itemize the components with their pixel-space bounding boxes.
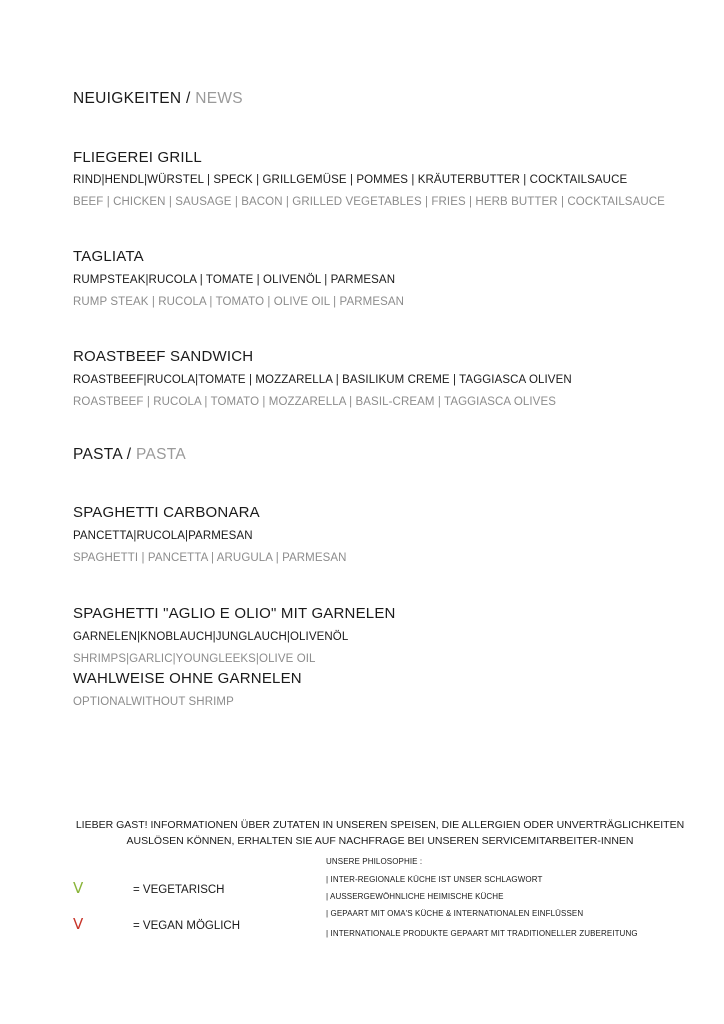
section-title-pasta-de: PASTA [73, 446, 123, 463]
section-title-pasta [73, 446, 186, 464]
dish-ingredients-de-roastbeef: ROASTBEEF|RUCOLA|TOMATE | MOZZARELLA | BASILIKUM CREME | TAGGIASCA OLIVEN [73, 374, 572, 386]
section-title-pasta-sep: / [122, 446, 136, 463]
section-title-news-sep: / [181, 90, 196, 107]
dish-option-title-aglio: WAHLWEISE OHNE GARNELEN [73, 670, 302, 687]
section-title-news [73, 90, 243, 108]
philosophy-title: UNSERE PHILOSOPHIE : [326, 857, 423, 866]
allergen-notice [60, 817, 700, 849]
dish-ingredients-en-aglio: SHRIMPS|GARLIC|YOUNGLEEKS|OLIVE OIL [73, 653, 316, 665]
vegetarian-mark-icon: V [73, 879, 84, 897]
dish-title-grill: FLIEGEREI GRILL [73, 149, 202, 166]
dish-title-roastbeef: ROASTBEEF SANDWICH [73, 348, 254, 365]
dish-title-aglio: SPAGHETTI "AGLIO E OLIO" MIT GARNELEN [73, 605, 396, 622]
legend-vegetarian-label: = VEGETARISCH [133, 884, 225, 896]
dish-ingredients-de-aglio: GARNELEN|KNOBLAUCH|JUNGLAUCH|OLIVENÖL [73, 631, 349, 643]
philosophy-item: | AUSSERGEWÖHNLICHE HEIMISCHE KÜCHE [326, 892, 504, 901]
dish-ingredients-en-carbonara: SPAGHETTI | PANCETTA | ARUGULA | PARMESAN [73, 552, 347, 564]
philosophy-item: | INTERNATIONALE PRODUKTE GEPAART MIT TRADITIONELLER ZUBEREITUNG [326, 929, 638, 938]
dish-ingredients-en-tagliata: RUMP STEAK | RUCOLA | TOMATO | OLIVE OIL | PARMESAN [73, 296, 405, 308]
dish-title-tagliata: TAGLIATA [73, 248, 144, 265]
allergen-notice-line-2: AUSLÖSEN KÖNNEN, ERHALTEN SIE AUF NACHFRAGE BEI UNSEREN SERVICEMITARBEITER-INNEN [126, 835, 634, 847]
section-title-news-de: NEUIGKEITEN [73, 90, 182, 107]
philosophy-item: | INTER-REGIONALE KÜCHE IST UNSER SCHLAGWORT [326, 875, 543, 884]
dish-ingredients-en-roastbeef: ROASTBEEF | RUCOLA | TOMATO | MOZZARELLA | BASIL-CREAM | TAGGIASCA OLIVES [73, 396, 556, 408]
dish-title-carbonara: SPAGHETTI CARBONARA [73, 504, 260, 521]
allergen-notice-line-1: LIEBER GAST! INFORMATIONEN ÜBER ZUTATEN IN UNSEREN SPEISEN, DIE ALLERGIEN ODER UNVERTRÄGLICHKEITEN [75, 819, 685, 831]
section-title-news-en: NEWS [195, 90, 243, 107]
dish-ingredients-de-carbonara: PANCETTA|RUCOLA|PARMESAN [73, 530, 253, 542]
dish-ingredients-de-tagliata: RUMPSTEAK|RUCOLA | TOMATE | OLIVENÖL | PARMESAN [73, 274, 396, 286]
dish-ingredients-en-grill: BEEF | CHICKEN | SAUSAGE | BACON | GRILLED VEGETABLES | FRIES | HERB BUTTER | COCKTAILSAUCE [73, 196, 665, 208]
section-title-pasta-en: PASTA [136, 446, 187, 463]
dish-ingredients-de-grill: RIND|HENDL|WÜRSTEL | SPECK | GRILLGEMÜSE | POMMES | KRÄUTERBUTTER | COCKTAILSAUCE [73, 174, 628, 186]
vegan-mark-icon: V [73, 915, 84, 933]
dish-option-en-aglio: OPTIONALWITHOUT SHRIMP [73, 696, 234, 708]
legend-vegan-label: = VEGAN MÖGLICH [133, 920, 241, 932]
philosophy-item: | GEPAART MIT OMA'S KÜCHE & INTERNATIONALEN EINFLÜSSEN [326, 909, 584, 918]
